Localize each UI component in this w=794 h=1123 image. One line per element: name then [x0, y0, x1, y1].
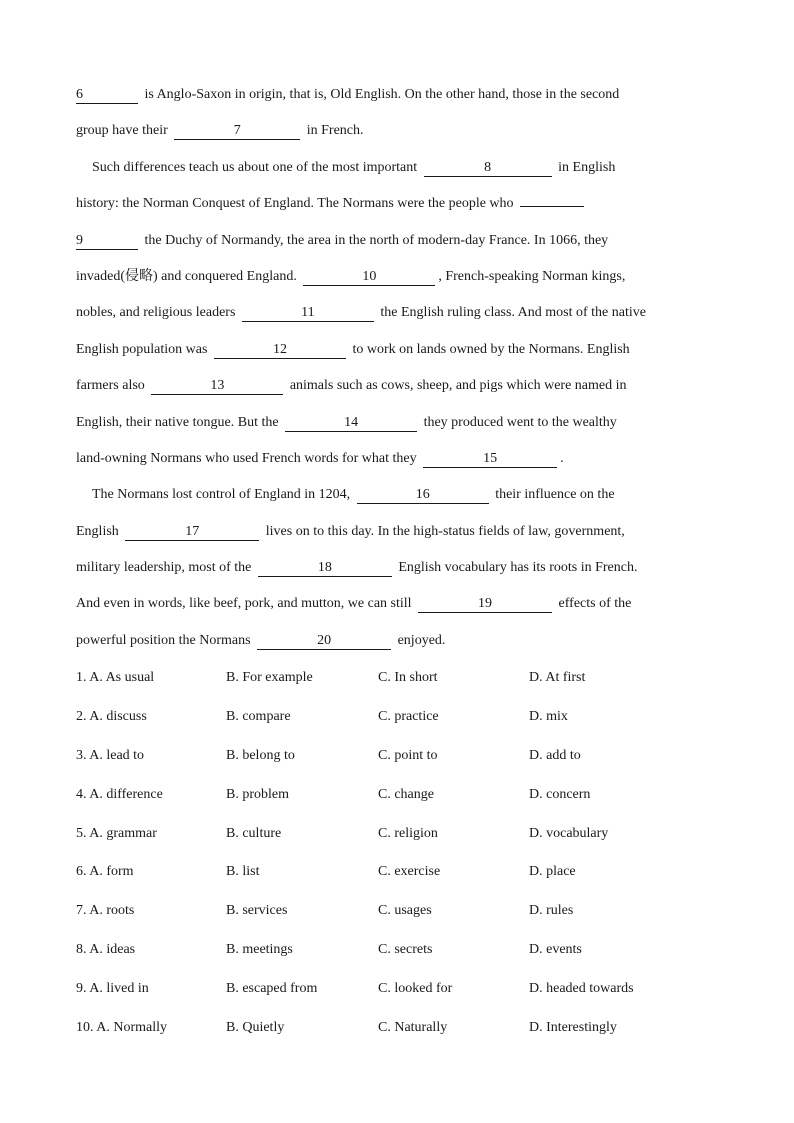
option-row	[76, 705, 716, 744]
option-b[interactable]: B. escaped from	[226, 981, 318, 997]
passage-line	[76, 446, 716, 482]
option-d[interactable]: D. events	[529, 942, 582, 958]
option-b[interactable]: B. Quietly	[226, 1020, 285, 1036]
line-text: group have their	[76, 123, 172, 139]
line-text: The Normans lost control of England in 1204,	[92, 487, 354, 503]
option-c[interactable]: C. looked for	[378, 981, 453, 997]
line-text: the English ruling class. And most of the native	[376, 305, 646, 321]
line-text: , French-speaking Norman kings,	[438, 268, 626, 284]
cloze-passage	[76, 82, 716, 664]
option-c[interactable]: C. religion	[378, 825, 438, 841]
blank-number: 15	[483, 450, 498, 466]
blank-number: 11	[301, 305, 315, 321]
passage-line	[76, 264, 716, 300]
passage-line	[76, 628, 716, 664]
option-b[interactable]: B. For example	[226, 670, 313, 685]
line-text: English population was	[76, 341, 211, 357]
line-text: is Anglo-Saxon in origin, that is, Old English. On the other hand, those in the second	[141, 87, 620, 102]
blank-13[interactable]	[151, 378, 283, 395]
option-b[interactable]: B. belong to	[226, 747, 295, 763]
blank-number: 13	[210, 378, 225, 394]
option-c[interactable]: C. secrets	[378, 942, 433, 958]
blank-9[interactable]	[76, 233, 138, 250]
blank-7[interactable]	[174, 123, 300, 140]
line-text: nobles, and religious leaders	[76, 305, 239, 321]
blank-17[interactable]	[125, 524, 259, 541]
option-b[interactable]: B. services	[226, 903, 288, 919]
blank-14[interactable]	[285, 415, 417, 432]
passage-line	[76, 155, 716, 191]
line-text: English	[76, 523, 123, 539]
passage-line	[76, 555, 716, 591]
blank-number: 18	[317, 560, 332, 576]
option-row	[76, 744, 716, 783]
blank-number: 20	[317, 632, 332, 648]
option-d[interactable]: D. add to	[529, 747, 581, 763]
blank-number: 9	[76, 232, 83, 248]
blank-12[interactable]	[214, 342, 346, 359]
option-c[interactable]: C. In short	[378, 670, 438, 685]
passage-line	[76, 118, 716, 154]
blank-19[interactable]	[418, 596, 552, 613]
passage-line	[76, 591, 716, 627]
passage-line	[76, 191, 716, 227]
option-row	[76, 977, 716, 1016]
option-d[interactable]: D. place	[529, 864, 576, 880]
passage-line	[76, 337, 716, 373]
blank-number: 17	[185, 523, 200, 539]
line-text: history: the Norman Conquest of England. The Normans were the people who	[76, 196, 518, 212]
blank-number: 7	[233, 123, 241, 139]
option-a[interactable]: 2. A. discuss	[76, 708, 147, 724]
option-c[interactable]: C. exercise	[378, 864, 441, 880]
blank-9-start[interactable]	[520, 206, 584, 207]
passage-line	[76, 519, 716, 555]
line-text: they produced went to the wealthy	[420, 414, 617, 430]
line-text: farmers also	[76, 378, 149, 394]
option-d[interactable]: D. vocabulary	[529, 825, 609, 841]
option-c[interactable]: C. point to	[378, 747, 438, 763]
passage-line	[76, 373, 716, 409]
option-c[interactable]: C. usages	[378, 903, 432, 919]
line-text: animals such as cows, sheep, and pigs which were named in	[286, 378, 627, 394]
option-c[interactable]: C. practice	[378, 708, 439, 724]
passage-line	[76, 300, 716, 336]
option-row	[76, 899, 716, 938]
option-b[interactable]: B. list	[226, 864, 260, 880]
blank-number: 6	[76, 87, 83, 102]
option-a[interactable]: 6. A. form	[76, 864, 134, 880]
blank-number: 16	[415, 487, 430, 503]
option-row	[76, 822, 716, 861]
blank-number: 10	[362, 268, 377, 284]
option-d[interactable]: D. concern	[529, 786, 591, 802]
line-text: military leadership, most of the	[76, 560, 255, 576]
line-text: in French.	[303, 123, 364, 139]
blank-number: 19	[478, 596, 493, 612]
option-c[interactable]: C. change	[378, 786, 434, 802]
option-row	[76, 938, 716, 977]
line-text: And even in words, like beef, pork, and mutton, we can still	[76, 596, 416, 612]
line-text: invaded(侵略) and conquered England.	[76, 268, 301, 284]
option-d[interactable]: D. rules	[529, 903, 574, 919]
option-a[interactable]: 10. A. Normally	[76, 1020, 167, 1036]
option-b[interactable]: B. culture	[226, 825, 282, 841]
option-row	[76, 860, 716, 899]
option-d[interactable]: D. mix	[529, 708, 568, 724]
line-text: English vocabulary has its roots in French.	[394, 560, 638, 576]
option-b[interactable]: B. compare	[226, 708, 291, 724]
line-text: powerful position the Normans	[76, 632, 255, 648]
option-a[interactable]: 1. A. As usual	[76, 670, 155, 685]
option-d[interactable]: D. headed towards	[529, 981, 634, 997]
line-text: English, their native tongue. But the	[76, 414, 283, 430]
option-row	[76, 1016, 716, 1055]
passage-line	[76, 82, 716, 118]
blank-15[interactable]	[423, 451, 557, 468]
line-text: enjoyed.	[394, 632, 446, 648]
option-c[interactable]: C. Naturally	[378, 1020, 448, 1036]
option-d[interactable]: D. Interestingly	[529, 1020, 617, 1036]
option-a[interactable]: 9. A. lived in	[76, 981, 149, 997]
blank-number: 14	[344, 414, 359, 430]
option-row	[76, 666, 716, 705]
option-b[interactable]: B. problem	[226, 786, 289, 802]
option-row	[76, 783, 716, 822]
line-text: Such differences teach us about one of the most important	[92, 159, 421, 175]
option-a[interactable]: 4. A. difference	[76, 786, 163, 802]
option-a[interactable]: 8. A. ideas	[76, 942, 136, 958]
blank-6[interactable]	[76, 87, 138, 104]
line-text: the Duchy of Normandy, the area in the north of modern-day France. In 1066, they	[141, 232, 609, 248]
blank-20[interactable]	[257, 633, 391, 650]
line-text: to work on lands owned by the Normans. English	[348, 341, 630, 357]
answer-options	[76, 666, 716, 1055]
blank-8[interactable]	[424, 160, 552, 177]
passage-line	[76, 410, 716, 446]
line-text: land-owning Normans who used French words for what they	[76, 450, 421, 466]
line-text: lives on to this day. In the high-status fields of law, government,	[262, 523, 625, 539]
blank-10[interactable]	[303, 269, 435, 286]
passage-line	[76, 228, 716, 264]
line-text: in English	[554, 159, 616, 175]
passage-line	[76, 482, 716, 518]
blank-16[interactable]	[357, 487, 489, 504]
line-text: .	[560, 450, 564, 466]
option-b[interactable]: B. meetings	[226, 942, 293, 958]
blank-18[interactable]	[258, 560, 392, 577]
blank-number: 8	[484, 159, 492, 175]
option-d[interactable]: D. At first	[529, 670, 586, 685]
option-a[interactable]: 7. A. roots	[76, 903, 135, 919]
blank-11[interactable]	[242, 305, 374, 322]
blank-number: 12	[272, 341, 287, 357]
line-text: their influence on the	[491, 487, 615, 503]
option-a[interactable]: 3. A. lead to	[76, 747, 145, 763]
option-a[interactable]: 5. A. grammar	[76, 825, 157, 841]
line-text: effects of the	[555, 596, 632, 612]
